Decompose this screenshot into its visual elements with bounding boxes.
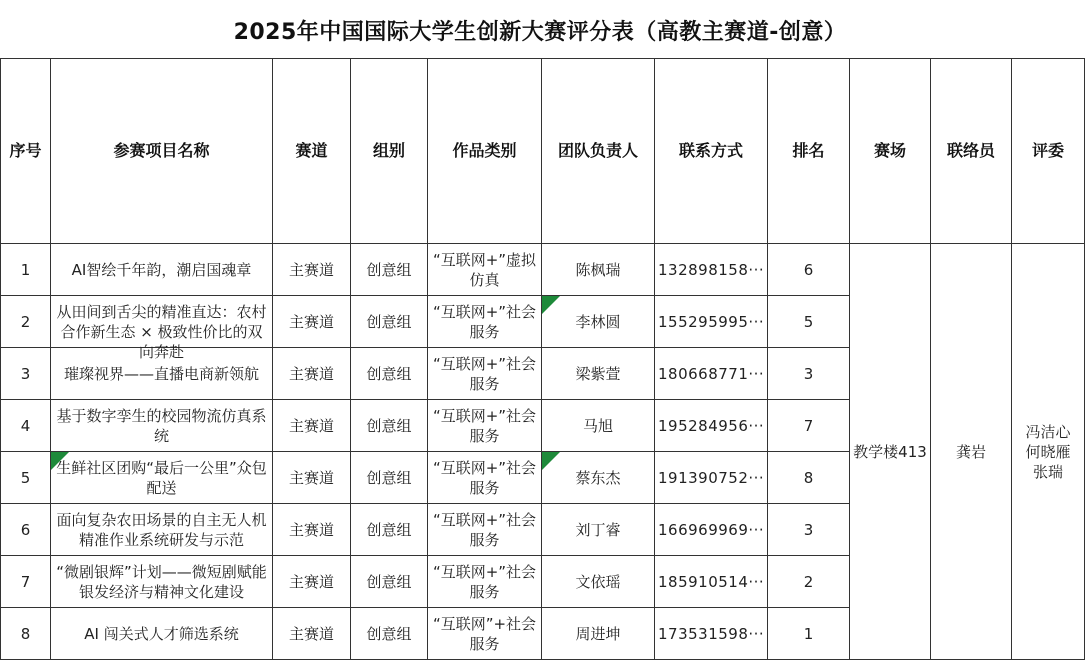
cell-contact: 191390752··· — [655, 452, 768, 504]
cell-no: 2 — [1, 296, 51, 348]
cell-project-name — [51, 244, 273, 296]
header-row — [1, 59, 1085, 244]
project-name-text: 基于数字孪生的校园物流仿真系统 — [56, 406, 267, 445]
table-row — [1, 244, 1085, 296]
cell-track: 主赛道 — [273, 296, 351, 348]
cell-group: 创意组 — [351, 452, 428, 504]
cell-leader: 刘丁睿 — [542, 504, 655, 556]
cell-rank: 6 — [768, 244, 850, 296]
cell-contact: 195284956··· — [655, 400, 768, 452]
cell-group: 创意组 — [351, 244, 428, 296]
header-category: 作品类别 — [428, 59, 542, 244]
cell-track: 主赛道 — [273, 348, 351, 400]
cell-rank: 1 — [768, 608, 850, 660]
leader-text: 李林圆 — [575, 312, 621, 331]
header-no: 序号 — [1, 59, 51, 244]
judge-name: 张瑞 — [1032, 462, 1063, 481]
judge-name: 何晓雁 — [1025, 442, 1071, 461]
project-name-text: 面向复杂农田场景的自主无人机精准作业系统研发与示范 — [56, 510, 267, 549]
cell-leader: 梁紫萱 — [542, 348, 655, 400]
cell-contact: 180668771··· — [655, 348, 768, 400]
cell-track: 主赛道 — [273, 608, 351, 660]
project-name-text: 生鲜社区团购“最后一公里”众包配送 — [56, 458, 267, 497]
header-contact: 联系方式 — [655, 59, 768, 244]
cell-leader: 马旭 — [542, 400, 655, 452]
cell-leader — [542, 452, 655, 504]
cell-group: 创意组 — [351, 400, 428, 452]
cell-group: 创意组 — [351, 348, 428, 400]
cell-liaison: 龚岩 — [931, 244, 1012, 660]
cell-track: 主赛道 — [273, 452, 351, 504]
cell-group: 创意组 — [351, 608, 428, 660]
leader-text: 蔡东杰 — [575, 468, 621, 487]
cell-leader: 周进坤 — [542, 608, 655, 660]
cell-category: “互联网+”社会服务 — [428, 504, 542, 556]
project-name-text: AI智绘千年韵，潮启国魂章 — [71, 260, 252, 279]
cell-judges — [1012, 244, 1085, 660]
cell-rank: 2 — [768, 556, 850, 608]
cell-category: “互联网+”社会服务 — [428, 556, 542, 608]
cell-category: “互联网+”社会服务 — [428, 452, 542, 504]
cell-project-name — [51, 400, 273, 452]
cell-category: “互联网+”社会服务 — [428, 400, 542, 452]
project-name-text: AI 闯关式人才筛选系统 — [84, 624, 239, 643]
judge-name: 冯洁心 — [1025, 422, 1071, 441]
cell-project-name — [51, 504, 273, 556]
cell-leader — [542, 296, 655, 348]
comment-flag-icon — [542, 452, 560, 470]
comment-flag-icon — [542, 296, 560, 314]
cell-rank: 3 — [768, 348, 850, 400]
scoring-table — [0, 58, 1085, 660]
comment-flag-icon — [51, 452, 69, 470]
header-liaison: 联络员 — [931, 59, 1012, 244]
header-judges: 评委 — [1012, 59, 1085, 244]
cell-no: 3 — [1, 348, 51, 400]
sheet-title: 2025年中国国际大学生创新大赛评分表（高教主赛道-创意） — [233, 19, 847, 45]
cell-category: “互联网+”虚拟仿真 — [428, 244, 542, 296]
cell-contact: 166969969··· — [655, 504, 768, 556]
header-group: 组别 — [351, 59, 428, 244]
cell-rank: 7 — [768, 400, 850, 452]
cell-leader: 文依瑶 — [542, 556, 655, 608]
cell-project-name — [51, 556, 273, 608]
cell-contact: 155295995··· — [655, 296, 768, 348]
cell-group: 创意组 — [351, 296, 428, 348]
cell-no: 6 — [1, 504, 51, 556]
cell-leader: 陈枫瑞 — [542, 244, 655, 296]
cell-group: 创意组 — [351, 504, 428, 556]
cell-contact: 132898158··· — [655, 244, 768, 296]
cell-contact: 173531598··· — [655, 608, 768, 660]
cell-track: 主赛道 — [273, 244, 351, 296]
project-name-text: 从田间到舌尖的精准直达：农村合作新生态 × 极致性价比的双向奔赴 — [56, 302, 267, 361]
cell-no: 1 — [1, 244, 51, 296]
cell-project-name — [51, 348, 273, 400]
cell-project-name — [51, 452, 273, 504]
cell-rank: 5 — [768, 296, 850, 348]
header-venue: 赛场 — [850, 59, 931, 244]
header-project-name: 参赛项目名称 — [51, 59, 273, 244]
cell-track: 主赛道 — [273, 400, 351, 452]
cell-category: “互联网+”社会服务 — [428, 348, 542, 400]
cell-project-name — [51, 608, 273, 660]
cell-no: 7 — [1, 556, 51, 608]
cell-rank: 8 — [768, 452, 850, 504]
cell-category: “互联网”+社会服务 — [428, 608, 542, 660]
header-rank: 排名 — [768, 59, 850, 244]
cell-track: 主赛道 — [273, 556, 351, 608]
cell-rank: 3 — [768, 504, 850, 556]
header-track: 赛道 — [273, 59, 351, 244]
cell-track: 主赛道 — [273, 504, 351, 556]
cell-no: 8 — [1, 608, 51, 660]
cell-venue: 教学楼413 — [850, 244, 931, 660]
cell-project-name — [51, 296, 273, 361]
cell-category: “互联网+”社会服务 — [428, 296, 542, 348]
project-name-text: “微剧银辉”计划——微短剧赋能银发经济与精神文化建设 — [56, 562, 267, 601]
cell-no: 5 — [1, 452, 51, 504]
project-name-text: 璀璨视界——直播电商新领航 — [63, 364, 259, 383]
header-leader: 团队负责人 — [542, 59, 655, 244]
cell-no: 4 — [1, 400, 51, 452]
cell-group: 创意组 — [351, 556, 428, 608]
cell-contact: 185910514··· — [655, 556, 768, 608]
